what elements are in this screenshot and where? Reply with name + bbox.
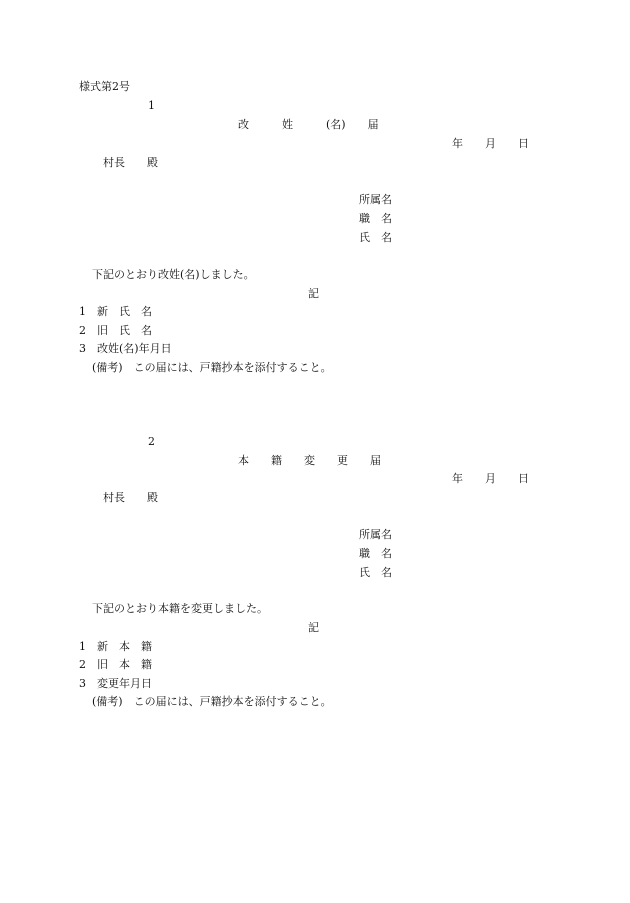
ki-heading: 記: [308, 621, 319, 634]
addressee: 村長 殿: [103, 491, 158, 504]
form-title: 本 籍 変 更 届: [238, 454, 381, 467]
form-number: 様式第2号: [79, 80, 130, 93]
list-item: 2 旧 氏 名: [79, 324, 152, 337]
note: (備考) この届には、戸籍抄本を添付すること。: [92, 695, 332, 708]
list-item: 2 旧 本 籍: [79, 658, 152, 671]
list-item: 3 改姓(名)年月日: [79, 342, 172, 355]
affiliation-label: 所属名: [359, 528, 392, 541]
statement: 下記のとおり本籍を変更しました。: [92, 602, 268, 615]
post-label: 職 名: [359, 212, 392, 225]
form-title: 改 姓 (名) 届: [238, 118, 379, 131]
date-line: 年 月 日: [452, 137, 529, 150]
list-item: 3 変更年月日: [79, 677, 152, 690]
list-item: 1 新 本 籍: [79, 640, 152, 653]
name-label: 氏 名: [359, 566, 392, 579]
section-number: 1: [148, 99, 155, 112]
name-label: 氏 名: [359, 231, 392, 244]
ki-heading: 記: [308, 287, 319, 300]
section-number: 2: [148, 435, 155, 448]
list-item: 1 新 氏 名: [79, 305, 152, 318]
addressee: 村長 殿: [103, 156, 158, 169]
date-line: 年 月 日: [452, 472, 529, 485]
post-label: 職 名: [359, 547, 392, 560]
affiliation-label: 所属名: [359, 193, 392, 206]
note: (備考) この届には、戸籍抄本を添付すること。: [92, 361, 332, 374]
statement: 下記のとおり改姓(名)しました。: [92, 268, 255, 281]
